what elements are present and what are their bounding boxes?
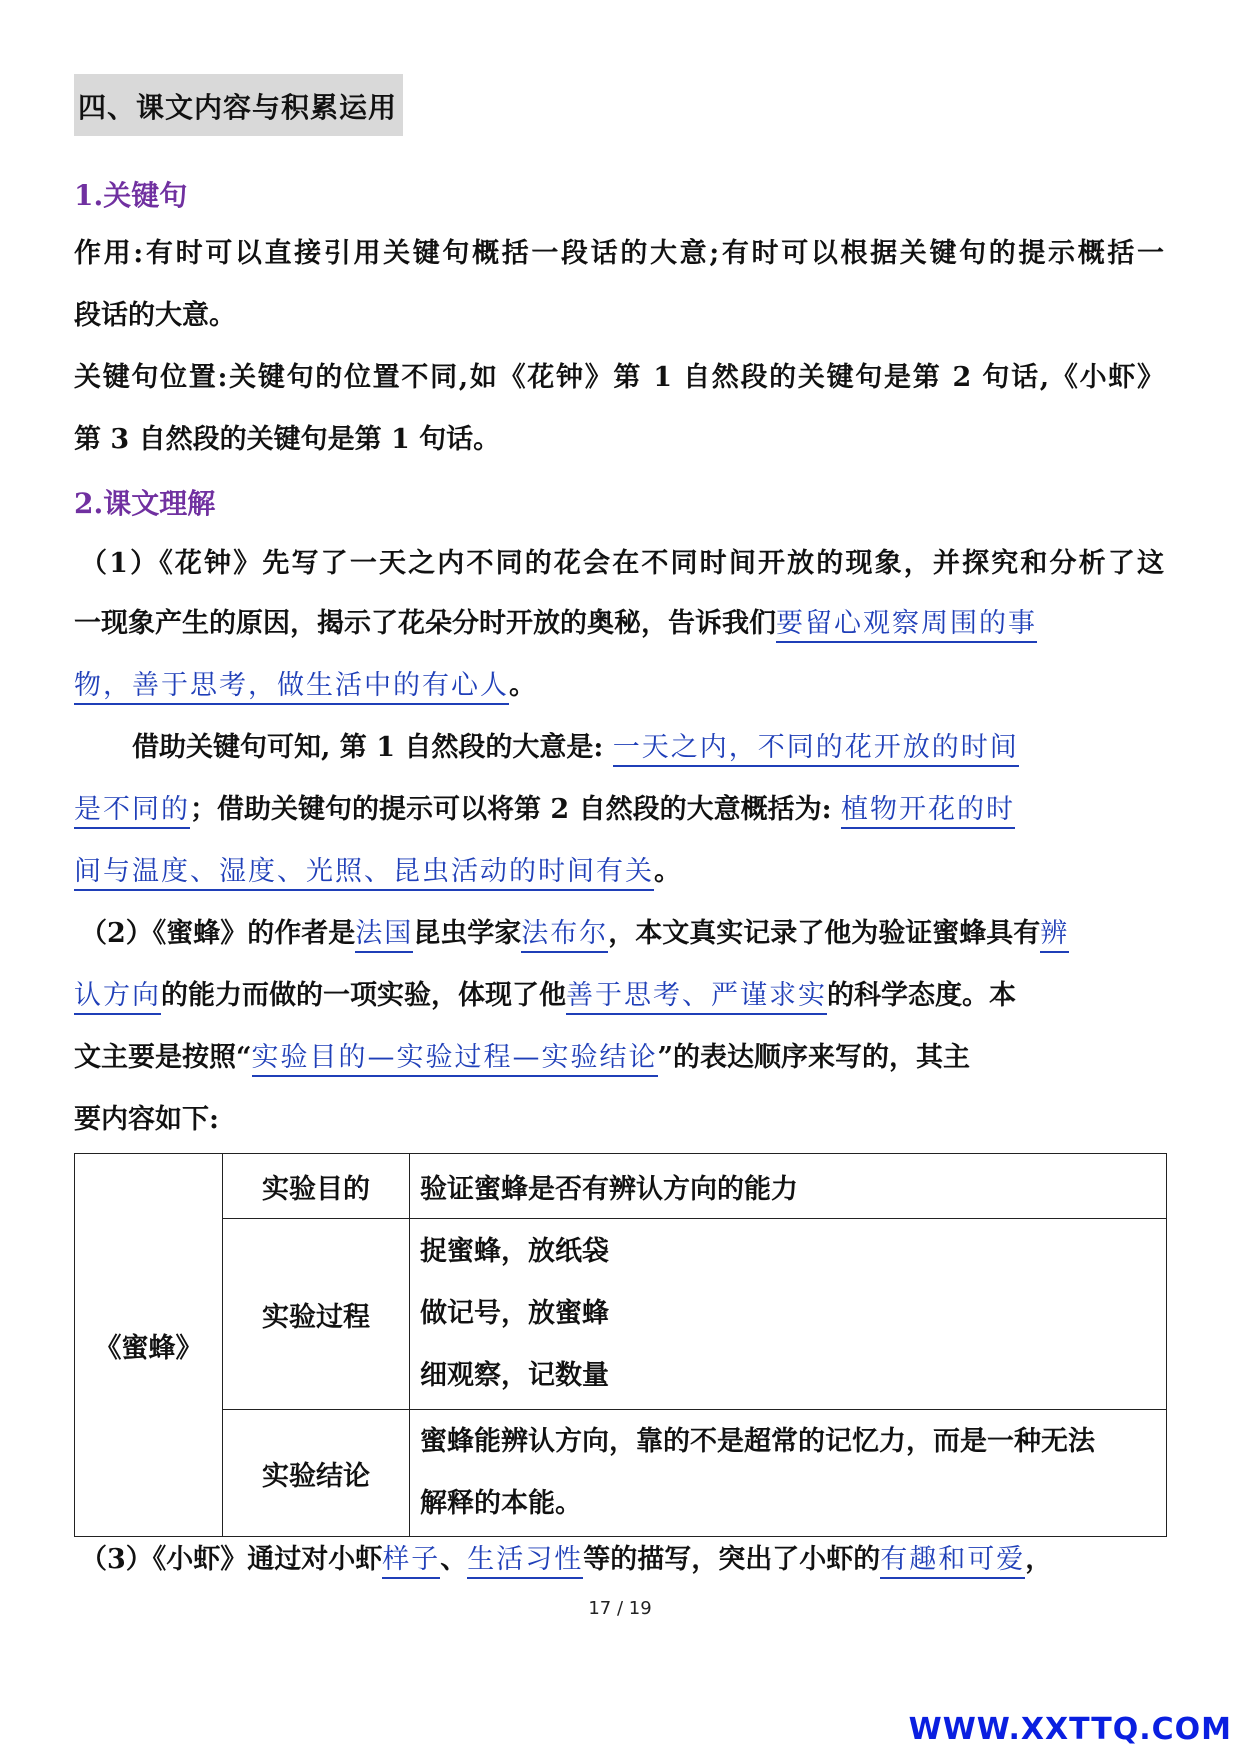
answer-france: 法国 (355, 918, 413, 953)
answer-attitude: 善于思考、严谨求实 (566, 980, 827, 1015)
subheading-text-understanding: 2.课文理解 (74, 487, 216, 520)
subheading-key-sentence: 1.关键句 (74, 179, 188, 212)
bee-experiment-table (74, 1153, 1167, 1537)
p2-period: 。 (654, 856, 681, 887)
process-step: 捉蜜蜂，放纸袋 (420, 1236, 609, 1267)
table-row (75, 1219, 1167, 1410)
page-number: 17 / 19 (588, 1598, 652, 1619)
answer-fabre: 法布尔 (521, 918, 608, 953)
p4-text-d: ， (1025, 1544, 1053, 1575)
table-title-cell: 《蜜蜂》 (75, 1154, 223, 1537)
p2-line-3 (74, 852, 1164, 892)
p4-text-c: 等的描写，突出了小虾的 (583, 1544, 881, 1575)
section-heading: 四、课文内容与积累运用 (74, 74, 403, 136)
p3-text-f: 文主要是按照“ (74, 1042, 252, 1073)
table-row (75, 1154, 1167, 1219)
answer-cute: 有趣和可爱 (880, 1544, 1025, 1579)
p1-line-1: （1）《花钟》先写了一天之内不同的花会在不同时间开放的现象，并探究和分析了这 (80, 548, 1164, 579)
p4-text-a: （3）《小虾》通过对小虾 (80, 1544, 383, 1575)
key-sentence-role-line-1: 作用:有时可以直接引用关键句概括一段话的大意;有时可以根据关键句的提示概括一 (74, 238, 1164, 269)
p4-line-1 (80, 1540, 1164, 1580)
table-row (75, 1410, 1167, 1537)
p3-text-e: 的科学态度。本 (827, 980, 1016, 1011)
answer-direction-end: 认方向 (74, 980, 161, 1015)
key-sentence-position-line-2: 第 3 自然段的关键句是第 1 句话。 (74, 424, 501, 455)
answer-habits: 生活习性 (467, 1544, 583, 1579)
p2-line-2 (74, 790, 1164, 830)
p1-line-3 (74, 666, 1164, 706)
p3-line-3 (74, 1038, 1164, 1078)
p1-period: 。 (509, 670, 536, 701)
answer-observe: 要留心观察周围的事 (776, 608, 1037, 643)
conclusion-line: 蜜蜂能辨认方向，靠的不是超常的记忆力，而是一种无法 (420, 1426, 1095, 1457)
p3-line-1 (80, 914, 1164, 954)
purpose-label: 实验目的 (223, 1154, 410, 1219)
p1-line-2 (74, 604, 1164, 644)
p2-text-1: 借助关键句可知, 第 1 自然段的大意是: (132, 732, 613, 763)
p4-text-b: 、 (440, 1544, 468, 1575)
key-sentence-position-line-1: 关键句位置:关键句的位置不同,如《花钟》第 1 自然段的关键句是第 2 句话,《小虾》 (74, 362, 1164, 393)
p1-text: 一现象产生的原因，揭示了花朵分时开放的奥秘，告诉我们 (74, 608, 776, 639)
process-step: 细观察，记数量 (420, 1360, 609, 1391)
p3-text-a: （2）《蜜蜂》的作者是 (80, 918, 356, 949)
site-watermark: WWW.XXTTQ.COM (908, 1712, 1232, 1747)
answer-para1-main-end: 是不同的 (74, 794, 190, 829)
answer-think: 物，善于思考，做生活中的有心人 (74, 670, 509, 705)
answer-para2-main: 植物开花的时 (841, 794, 1015, 829)
process-label: 实验过程 (223, 1219, 410, 1410)
p2-line-1 (132, 728, 1164, 768)
p3-text-d: 的能力而做的一项实验，体现了他 (161, 980, 566, 1011)
answer-direction-start: 辨 (1040, 918, 1069, 953)
purpose-value: 验证蜜蜂是否有辨认方向的能力 (410, 1154, 1167, 1219)
p3-line-4: 要内容如下: (74, 1104, 219, 1135)
p3-line-2 (74, 976, 1164, 1016)
answer-para2-main-end: 间与温度、湿度、光照、昆虫活动的时间有关 (74, 856, 654, 891)
process-step: 做记号，放蜜蜂 (420, 1298, 609, 1329)
answer-para1-main: 一天之内，不同的花开放的时间 (613, 732, 1019, 767)
p3-text-c: ，本文真实记录了他为验证蜜蜂具有 (608, 918, 1041, 949)
p3-text-b: 昆虫学家 (413, 918, 522, 949)
p3-text-g: ”的表达顺序来写的，其主 (657, 1042, 971, 1073)
conclusion-line: 解释的本能。 (420, 1488, 582, 1519)
conclusion-label: 实验结论 (223, 1410, 410, 1537)
key-sentence-role-line-2: 段话的大意。 (74, 300, 236, 331)
answer-order: 实验目的—实验过程—实验结论 (252, 1042, 658, 1077)
p2-text-2: ；借助关键句的提示可以将第 2 自然段的大意概括为: (190, 794, 841, 825)
process-steps-cell (410, 1219, 1167, 1410)
conclusion-cell (410, 1410, 1167, 1537)
answer-appearance: 样子 (382, 1544, 440, 1579)
